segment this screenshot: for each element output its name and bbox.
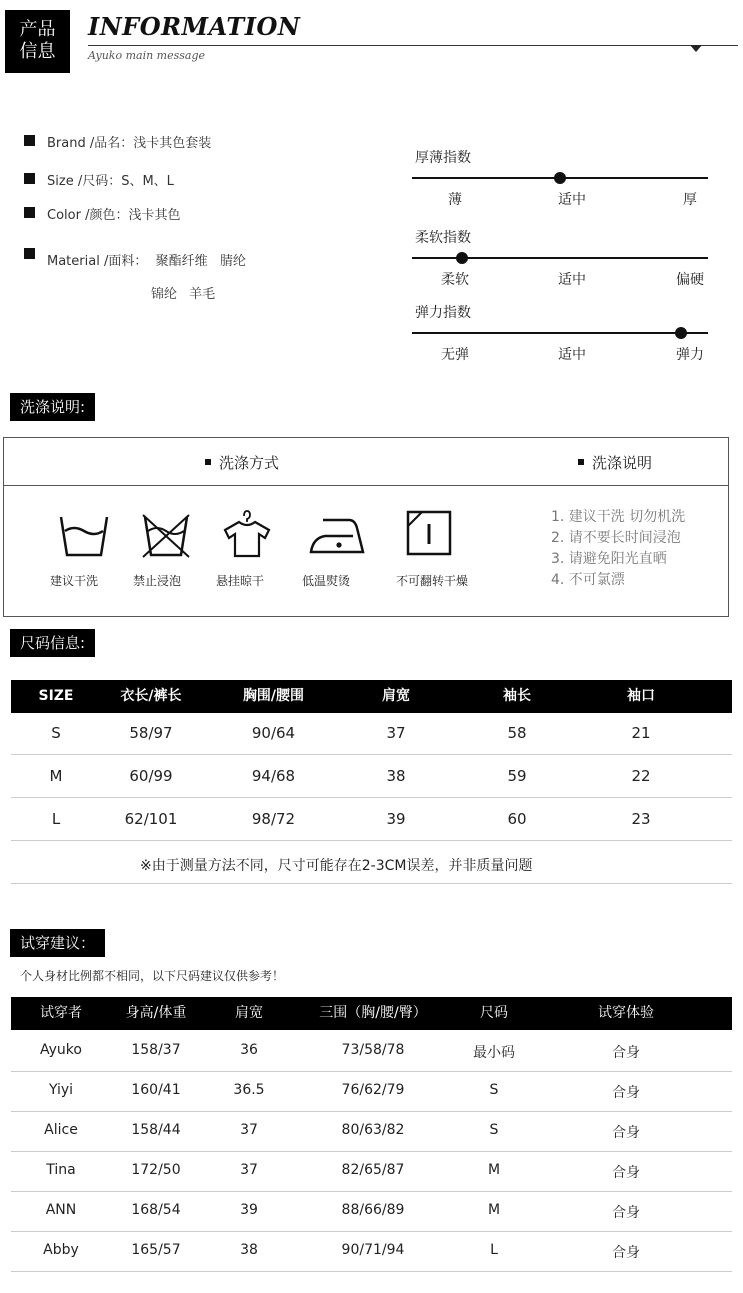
fit-cell: 90/71/94 xyxy=(341,1242,405,1258)
size-cell: 94/68 xyxy=(251,767,296,785)
size-col-header: 肩宽 xyxy=(382,688,410,704)
scale-label: 薄 xyxy=(448,192,462,208)
fit-cell: 82/65/87 xyxy=(341,1162,405,1178)
fit-cell: Alice xyxy=(44,1122,78,1138)
page-subtitle: Ayuko main message xyxy=(88,49,206,62)
scale-label: 柔软 xyxy=(441,272,469,288)
size-cell: 58/97 xyxy=(129,724,173,742)
fit-cell: 158/37 xyxy=(131,1042,181,1058)
fit-cell: 38 xyxy=(240,1242,258,1258)
wash-label: 悬挂晾干 xyxy=(215,574,264,588)
hang-dry-icon xyxy=(222,510,272,558)
size-cell: 21 xyxy=(631,724,651,742)
size-cell: 60 xyxy=(507,810,527,828)
fit-cell: 合身 xyxy=(612,1085,640,1101)
scale-marker xyxy=(554,172,566,184)
fit-col-header: 肩宽 xyxy=(235,1005,263,1021)
table-row-divider xyxy=(11,1111,732,1112)
scale-track xyxy=(412,332,708,334)
table-row-divider xyxy=(11,1151,732,1152)
wash-note: 3. 请避免阳光直晒 xyxy=(551,551,667,567)
table-row-divider xyxy=(11,840,732,841)
table-row-divider xyxy=(11,1071,732,1072)
scale-label: 偏硬 xyxy=(676,272,704,288)
fit-cell: S xyxy=(489,1122,499,1138)
section-logo-box xyxy=(5,10,70,73)
wash-label: 低温熨烫 xyxy=(301,574,350,588)
scale-label: 厚 xyxy=(683,192,697,208)
table-row-divider xyxy=(11,1191,732,1192)
size-cell: 22 xyxy=(631,767,651,785)
size-col-header: 袖长 xyxy=(503,688,531,704)
product-size: Size /尺码：S、M、L xyxy=(24,170,174,189)
fit-cell: 36.5 xyxy=(233,1082,265,1098)
scale-marker xyxy=(456,252,468,264)
scale-title: 柔软指数 xyxy=(415,230,471,246)
fit-cell: 合身 xyxy=(612,1205,640,1221)
size-cell: 60/99 xyxy=(129,767,173,785)
fit-cell: 最小码 xyxy=(473,1045,515,1061)
size-cell: 37 xyxy=(386,724,406,742)
fit-subtitle: 个人身材比例都不相同，以下尺码建议仅供参考！ xyxy=(20,969,285,983)
fit-cell: S xyxy=(489,1082,499,1098)
fit-cell: 37 xyxy=(240,1162,258,1178)
size-cell: M xyxy=(49,767,63,785)
size-cell: 90/64 xyxy=(251,724,296,742)
header-divider xyxy=(88,45,738,46)
page-title: INFORMATION xyxy=(88,12,301,41)
wash-note: 4. 不可氯漂 xyxy=(551,572,625,588)
washing-section-tag: 洗涤说明: xyxy=(10,393,95,421)
wash-label: 建议干洗 xyxy=(49,574,98,588)
scale-label: 适中 xyxy=(558,347,586,363)
wash-label: 不可翻转干燥 xyxy=(395,574,468,588)
fit-cell: 168/54 xyxy=(131,1202,181,1218)
size-cell: S xyxy=(51,724,61,742)
fit-cell: Tina xyxy=(46,1162,76,1178)
product-brand: Brand /品名：浅卡其色套装 xyxy=(24,132,211,151)
fit-cell: Abby xyxy=(43,1242,79,1258)
product-material: Material /面料： 聚酯纤维 腈纶 xyxy=(24,248,246,269)
table-row-divider xyxy=(11,1271,732,1272)
fit-cell: M xyxy=(487,1162,501,1178)
fit-cell: 158/44 xyxy=(131,1122,181,1138)
size-col-header: 衣长/裤长 xyxy=(120,688,182,704)
fit-cell: 合身 xyxy=(612,1045,640,1061)
fit-col-header: 身高/体重 xyxy=(125,1005,187,1021)
bullet-square-icon xyxy=(24,207,35,218)
table-row-divider xyxy=(11,1231,732,1232)
logo-line-2: 信息 xyxy=(19,41,56,62)
hand-wash-icon xyxy=(58,513,110,559)
fit-cell: 80/63/82 xyxy=(341,1122,405,1138)
washing-notes-heading: 洗涤说明 xyxy=(578,452,652,473)
size-cell: 39 xyxy=(386,810,406,828)
size-col-header: 胸围/腰围 xyxy=(242,688,305,704)
scale-marker xyxy=(675,327,687,339)
fit-cell: 160/41 xyxy=(131,1082,181,1098)
fit-cell: 39 xyxy=(240,1202,258,1218)
fit-col-header: 尺码 xyxy=(480,1005,508,1021)
fit-col-header: 试穿者 xyxy=(40,1005,82,1021)
fit-cell: ANN xyxy=(45,1202,77,1218)
wash-label: 禁止浸泡 xyxy=(132,574,181,588)
scale-label: 无弹 xyxy=(441,347,469,363)
fit-cell: Yiyi xyxy=(48,1082,74,1098)
size-cell: 58 xyxy=(507,724,527,742)
bullet-square-icon xyxy=(205,459,211,465)
size-cell: 98/72 xyxy=(251,810,296,828)
fit-cell: 36 xyxy=(240,1042,258,1058)
scale-label: 适中 xyxy=(558,192,586,208)
logo-line-1: 产品 xyxy=(19,19,56,40)
wash-note: 1. 建议干洗 切勿机洗 xyxy=(551,509,686,525)
product-material-cont: 锦纶 羊毛 xyxy=(151,287,216,302)
scale-label: 弹力 xyxy=(676,347,704,363)
fit-cell: 37 xyxy=(240,1122,258,1138)
bullet-square-icon xyxy=(24,135,35,146)
size-cell: 38 xyxy=(386,767,406,785)
scale-label: 适中 xyxy=(558,272,586,288)
size-col-header: 袖口 xyxy=(627,688,655,704)
table-row-divider xyxy=(11,797,732,798)
washing-method-heading: 洗涤方式 xyxy=(205,452,279,473)
fit-cell: L xyxy=(490,1242,498,1258)
no-tumble-dry-icon xyxy=(406,510,452,556)
fit-cell: 合身 xyxy=(612,1245,640,1261)
size-col-header: SIZE xyxy=(38,688,74,704)
scale-title: 厚薄指数 xyxy=(415,150,471,166)
product-color: Color /颜色：浅卡其色 xyxy=(24,204,180,223)
size-table-header xyxy=(11,680,732,713)
fit-cell: 88/66/89 xyxy=(341,1202,405,1218)
iron-low-icon xyxy=(309,516,365,556)
scale-title: 弹力指数 xyxy=(415,305,471,321)
fit-cell: 165/57 xyxy=(131,1242,181,1258)
size-cell: 59 xyxy=(507,767,527,785)
bullet-square-icon xyxy=(24,248,35,259)
no-soak-icon xyxy=(141,513,191,559)
bullet-square-icon xyxy=(578,459,584,465)
size-note: ※由于测量方法不同，尺寸可能存在2-3CM误差，并非质量问题 xyxy=(140,858,533,874)
fit-cell: M xyxy=(487,1202,501,1218)
fit-col-header: 三围（胸/腰/臀） xyxy=(319,1005,427,1021)
table-divider xyxy=(11,883,732,884)
fit-cell: 172/50 xyxy=(131,1162,181,1178)
wash-note: 2. 请不要长时间浸泡 xyxy=(551,530,681,546)
fit-section-tag: 试穿建议： xyxy=(10,929,105,957)
fit-cell: 合身 xyxy=(612,1165,640,1181)
size-cell: 23 xyxy=(631,810,651,828)
size-section-tag: 尺码信息: xyxy=(10,629,95,657)
fit-table-header xyxy=(11,997,732,1030)
washing-divider xyxy=(3,485,728,486)
fit-cell: 73/58/78 xyxy=(341,1042,405,1058)
size-cell: L xyxy=(51,810,61,828)
table-row-divider xyxy=(11,754,732,755)
fit-cell: Ayuko xyxy=(40,1042,82,1058)
fit-cell: 76/62/79 xyxy=(341,1082,405,1098)
triangle-marker-icon xyxy=(690,45,702,52)
fit-cell: 合身 xyxy=(612,1125,640,1141)
size-cell: 62/101 xyxy=(124,810,178,828)
fit-col-header: 试穿体验 xyxy=(598,1005,654,1021)
bullet-square-icon xyxy=(24,173,35,184)
